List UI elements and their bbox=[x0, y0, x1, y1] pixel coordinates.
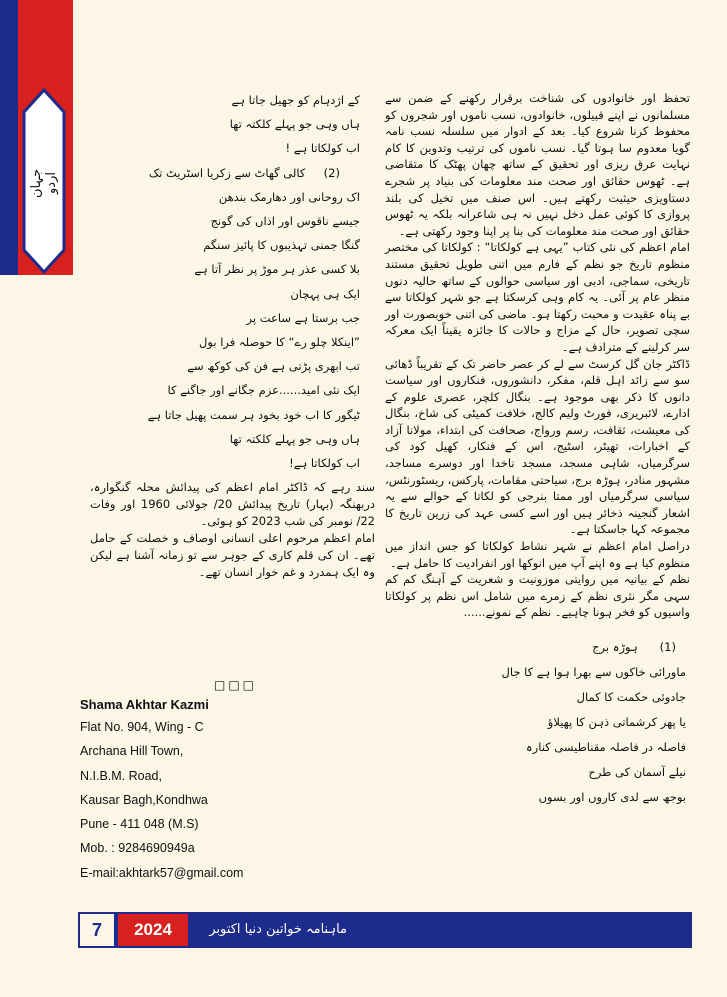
poem-line: جادوئی حکمت کا کمال bbox=[576, 690, 686, 704]
poem-1 bbox=[385, 635, 690, 810]
verse-line: اب کولکاتا ہے ! bbox=[285, 141, 360, 156]
paragraph: تحفظ اور خانوادوں کی شناخت برقرار رکھنے کے ضمن سے مسلمانوں نے اپنے قبیلوں، خانوادوں، نسب ناموں اور شجروں کو محفوظ کرنا شروع کیا۔ بعد کے ادوار میں سلسلہ نسب نامہ گویا معدوم سا ہوتا گیا۔ نسب ناموں کی ترتیب وتدوین کا کام نہایت عرق ریزی اور تحقیق کے ساتھ چھان پھٹک کا متقاضی ہے۔ ٹھوس حقائق اور صحت مند معلومات کی بنیاد پر شجرے دستاویزی حیثیت رکھتے ہیں۔ اس صنف میں تخیل کی بلند پروازی کا کوئی عمل دخل نہیں نہ ہی شاعرانہ بلکہ یہ ٹھوس حقائق اور صحت مند معلومات کی بنا پر اپنا وجود رکھتی ہے۔ bbox=[385, 91, 690, 238]
poem-2-heading bbox=[90, 161, 375, 185]
paragraph: دراصل امام اعظم نے شہر نشاط کولکاتا کو جس انداز میں منظوم کیا ہے وہ اپنے آپ میں انوکھا اور انفرادیت کا حامل ہے۔ bbox=[385, 539, 690, 570]
paragraph: امام اعظم کی نئی کتاب ”یہی ہے کولکاتا“ : کولکاتا کی مختصر منظوم تاریخ جو نظم کے فارم میں اتنی طویل تحقیق مستند تاریخی، سماجی، ادبی اور سیاسی حوالوں کے ساتھ حالیہ دنوں منظر عام پر آئی۔ یہ کام وہی کرسکتا ہے جو شہر کولکاتا سے بے پناہ عقیدت و محبت رکھتا ہو۔ ماضی کی اتنی خوبصورت اور سچی تصویر، حال کے مزاج و حالات کا جائزہ یقیناً ایک معرکہ سر کرلینے کے مترادف ہے۔ bbox=[385, 240, 690, 354]
section-ornament: □□□ bbox=[214, 678, 258, 692]
issue-year: 2024 bbox=[118, 914, 188, 946]
address-line: Kausar Bagh,Kondhwa bbox=[80, 792, 208, 807]
page-number: 7 bbox=[80, 914, 114, 946]
side-color-bar-blue bbox=[0, 0, 18, 275]
section-tab bbox=[22, 88, 66, 274]
verse-line: ہاں وہی جو پہلے کلکتہ تھا bbox=[229, 431, 360, 446]
verse-line: ہاں وہی جو پہلے کلکتہ تھا bbox=[229, 117, 360, 132]
address-line: Pune - 411 048 (M.S) bbox=[80, 817, 199, 832]
right-column bbox=[385, 90, 690, 810]
verse-line: تب ابھری پڑتی ہے فن کی کوکھ سے bbox=[187, 359, 360, 374]
paragraph: نظم کے بیانیہ میں روایتی موزونیت و شعریت کے آہنگ کم کم سہی مگر نثری نظم کے زمرے میں شامل اس نظم پر کولکاتا واسیوں کو فخر ہونا چاہیے۔ نظم کے نمونے...... bbox=[385, 572, 690, 620]
left-column bbox=[90, 88, 375, 581]
paragraph: سند رہے کہ ڈاکٹر امام اعظم کی پیدائش محلہ گنگوارہ، دربھنگہ (بہار) تاریخ پیدائش 20/ جولائی 1960 اور وفات 22/ نومبر کی شب 2023 کو ہوئی۔ bbox=[90, 480, 375, 529]
poem-1-number: (1) bbox=[659, 640, 676, 654]
page-footer bbox=[78, 912, 692, 948]
poem-line: یا پھر کرشماتی ذہن کا پھیلاؤ bbox=[547, 715, 686, 729]
paragraph: ڈاکٹر جان گل کرسٹ سے لے کر عصر حاضر تک کے تقریباً ڈھائی سو سے زائد اہل قلم، مفکر، دانشوروں، فنکاروں اور سیاست دانوں کا ذکر بھی موجود ہے۔ بنگال کلچر، عصری علوم کے ادارے، لائبریری، فورٹ ولیم کالج، خلافت کمیٹی کی شاخ، بنگال کی معیشت، ثقافت، رسم ورواج، صحافت کی ابتداء، مولانا آزاد کے اخبارات، تھیٹر، اسٹیج، اس کے فنکار، کھیل کود کی سرگرمیاں، شاہی مسجد، مسجد ناخدا اور دوسرے مساجد، مشہور منادر، ہوڑہ برج، سیاحتی مقامات، پارکس، ریسٹورنٹس، سیاسی سرگرمیاں اور ممتا بنرجی کو لکاتا کے حوالے سے یہ اشعار گنجینہ ذخائر ہیں اور اسے کسی عہد کی زرین تاریخ کا مجموعہ کہا جاسکتا ہے۔ bbox=[385, 356, 690, 537]
verse-line: جیسے ناقوس اور اذاں کی گونج bbox=[210, 214, 360, 229]
verse-line: ایک نئی امید......عزم جگانے اور جاگنے کا bbox=[167, 383, 360, 398]
verse-line: ”اینکلا چلو رے“ کا حوصلہ فرا بول bbox=[199, 335, 360, 350]
poem-2-title: کالی گھاٹ سے زکریا اسٹریٹ تک bbox=[148, 165, 306, 180]
poem-1-heading bbox=[385, 635, 690, 660]
email-address: E-mail:akhtark57@gmail.com bbox=[80, 865, 244, 880]
verse-line: گنگا جمنی تہذیبوں کا پائیز سنگم bbox=[203, 238, 360, 253]
poem-line: نیلے آسمان کی طرح bbox=[588, 765, 686, 779]
author-name: Shama Akhtar Kazmi bbox=[80, 697, 209, 712]
address-line: Archana Hill Town, bbox=[80, 744, 184, 759]
verse-line: کے اژدہام کو جھیل جاتا ہے bbox=[231, 93, 360, 107]
paragraph: امام اعظم مرحوم اعلی انسانی اوصاف و خصلت کے حامل تھے۔ ان کی قلم کاری کے جوہر سے تو زمانہ آشنا ہے لیکن وہ ایک ہمدرد و غم خوار انسان تھے۔ bbox=[90, 531, 375, 580]
author-address bbox=[80, 695, 243, 885]
verse-line: ٹیگور کا اب خود بخود ہر سمت پھیل جاتا ہے bbox=[147, 407, 360, 422]
poem-2-number: (2) bbox=[323, 165, 340, 180]
left-prose bbox=[90, 479, 375, 581]
magazine-title: ماہنامہ خواتین دنیا اکتوبر bbox=[209, 922, 347, 937]
poem-line: فاصلہ در فاصلہ مقناطیسی کنارہ bbox=[525, 740, 686, 754]
poem-1-title: ہوڑہ برج bbox=[592, 640, 638, 654]
mobile-number: Mob. : 9284690949a bbox=[80, 841, 195, 856]
footer-band bbox=[352, 914, 690, 946]
address-line: N.I.B.M. Road, bbox=[80, 768, 162, 783]
verse-line: بلا کسی عذر ہر موڑ پر نظر آتا ہے bbox=[194, 262, 360, 277]
address-line: Flat No. 904, Wing - C bbox=[80, 720, 204, 734]
poem-line: بوجھ سے لدی کاروں اور بسوں bbox=[538, 790, 686, 804]
section-tab-label: جہان اردو bbox=[29, 168, 59, 198]
verse-line: اب کولکاتا ہے! bbox=[289, 456, 360, 471]
poem-line: ماورائی خاکوں سے بھرا ہوا ہے کا جال bbox=[501, 665, 686, 679]
verse-line: جب برستا ہے ساعت پر bbox=[246, 310, 360, 325]
verse-line: ایک ہی پہچان bbox=[290, 286, 360, 301]
verse-line: اک روحانی اور دھارمک بندھن bbox=[218, 189, 360, 204]
verse-top bbox=[90, 88, 375, 475]
